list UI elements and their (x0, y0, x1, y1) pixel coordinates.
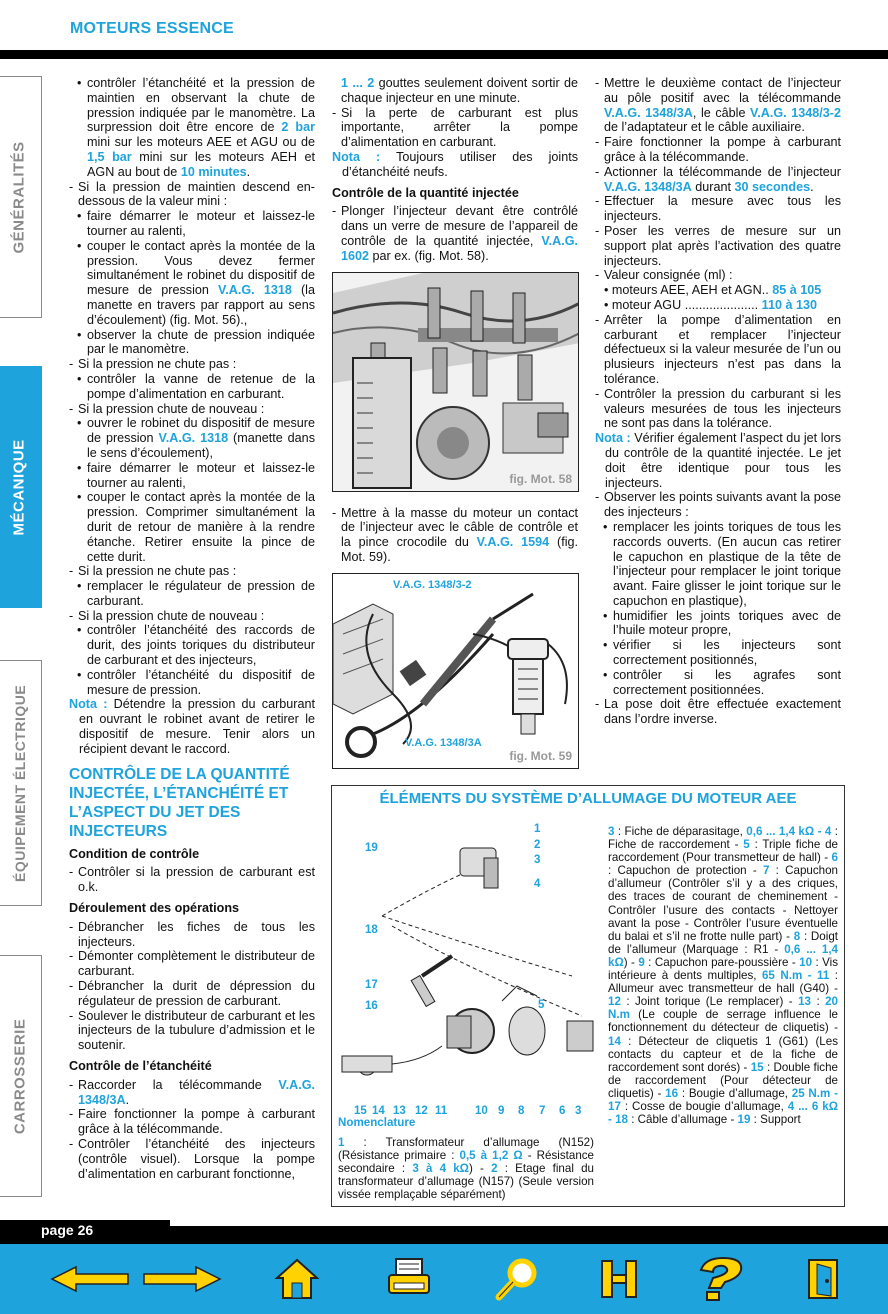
figure-label: fig. Mot. 58 (509, 471, 572, 486)
list-item: - Contrôler la pression du carburant si les valeurs mesurées de tous les injecteurs ne sont pas dans la tolérance. (595, 386, 841, 431)
list-item: • contrôler l’étanchéité du dispositif de mesure de pression. (77, 667, 315, 697)
callout-number: 4 (534, 878, 541, 890)
nomenclature-title: Nomenclature (338, 1116, 416, 1129)
callout-number: 16 (365, 1000, 378, 1012)
tool-label: V.A.G. 1348/3A (405, 736, 482, 749)
list-item: - Si la perte de carburant est plus importante, arrêter la pompe d’alimentation en carburant. (332, 105, 578, 150)
list-item: • vérifier si les injecteurs sont correctement positionnés, (603, 638, 841, 668)
callout-number: 8 (518, 1105, 525, 1117)
callout-number: 7 (539, 1105, 546, 1117)
search-icon (494, 1257, 540, 1301)
next-page-button[interactable] (142, 1254, 222, 1304)
list-item: • remplacer le régulateur de pression de carburant. (77, 579, 315, 608)
home-icon (274, 1257, 320, 1301)
subheading: Condition de contrôle (69, 846, 200, 861)
list-item: - Raccorder la télécommande V.A.G. 1348/3A. (69, 1077, 315, 1107)
callout-number: 3 (534, 854, 541, 866)
callout-number: 14 (372, 1105, 385, 1117)
ignition-system-box (331, 785, 845, 1207)
list-item: - Valeur consignée (ml) : (595, 268, 733, 283)
callout-number: 18 (365, 924, 378, 936)
injector-test-illustration (333, 273, 579, 492)
subheading: Contrôle de la quantité injectée (332, 185, 519, 200)
list-item: - Si la pression chute de nouveau : (69, 608, 265, 623)
spec-line: • moteur AGU ..................... 110 à 130 (604, 297, 818, 312)
list-item: - Débrancher les fiches de tous les injecteurs. (69, 919, 315, 949)
callout-number: 6 (559, 1105, 566, 1117)
list-item: • observer la chute de pression indiquée par le manomètre. (77, 327, 315, 357)
list-item: • contrôler si les agrafes sont correctement positionnées. (603, 667, 841, 697)
subheading: Contrôle de l’étanchéité (69, 1059, 212, 1074)
list-item: - Arrêter la pompe d’alimentation en carburant et remplacer l’injecteur défectueux si la valeur mesurée de l’un ou plusieurs injecteurs n’est pas dans la tolérance. (595, 312, 841, 386)
callout-number: 1 (534, 823, 541, 835)
list-item: - Observer les points suivants avant la pose des injecteurs : (595, 490, 841, 520)
list-item: - La pose doit être effectuée exactement dans l’ordre inverse. (595, 697, 841, 727)
callout-number: 19 (365, 842, 378, 854)
exit-icon (803, 1256, 843, 1302)
callout-number: 10 (475, 1105, 488, 1117)
box-title: ÉLÉMENTS DU SYSTÈME D’ALLUMAGE DU MOTEUR AEE (379, 790, 797, 807)
list-item: - Actionner la télécommande de l’injecteur V.A.G. 1348/3A durant 30 secondes. (595, 164, 841, 194)
note: Nota : Vérifier également l’aspect du jet lors du contrôle de la quantité injectée. Le jet doit être identique pour tous les injecteurs. (595, 431, 842, 490)
list-item: • contrôler la vanne de retenue de la pompe d’alimentation en carburant. (77, 371, 315, 401)
figure-mot-59 (332, 573, 579, 769)
arrow-left-icon (50, 1264, 130, 1294)
note: Nota : Toujours utiliser des joints d’étanchéité neufs. (332, 149, 578, 179)
list-item: • faire démarrer le moteur et laissez-le tourner au ralenti, (77, 460, 315, 490)
list-item: • humidifier les joints toriques avec de l’huile moteur propre, (603, 608, 841, 638)
list-item: - Contrôler si la pression de carburant est o.k. (69, 865, 315, 895)
list-item: - Si la pression ne chute pas : (69, 357, 237, 372)
print-button[interactable] (384, 1254, 434, 1304)
tab-label: ÉQUIPEMENT ÉLECTRIQUE (12, 684, 29, 882)
callout-number: 12 (415, 1105, 428, 1117)
callout-number: 9 (498, 1105, 505, 1117)
note: Nota : Détendre la pression du carburant en ouvrant le robinet avant de retirer le dispositif de mesure. Tenir alors un récipient devant le raccord. (69, 697, 315, 756)
list-item: - Si la pression chute de nouveau : (69, 401, 265, 416)
callout-number: 2 (534, 839, 541, 851)
list-item: - Contrôler l’étanchéité des injecteurs (contrôle visuel). Lorsque la pompe d’alimentation en carburant fonctionne, (69, 1137, 315, 1181)
nomenclature-text: 1 : Transformateur d’allumage (N152) (Résistance primaire : 0,5 à 1,2 Ω - Résistance secondaire : 3 à 4 kΩ) - 2 : Etage final du transformateur d’allumage (N157) (Seule version vissée remplaçable séparément) (338, 1136, 595, 1202)
list-item: - Soulever le distributeur de carburant et les injecteurs de la tubulure d’admission et le soutenir. (69, 1008, 315, 1053)
list-item: - Si la pression ne chute pas : (69, 564, 237, 579)
tab-label: MÉCANIQUE (11, 438, 29, 536)
tab-label: GÉNÉRALITÉS (11, 140, 29, 254)
column-2 (332, 76, 578, 769)
arrow-right-icon (142, 1264, 222, 1294)
callout-number: 3 (575, 1105, 582, 1117)
section-heading: CONTRÔLE DE LA QUANTITÉ INJECTÉE, L’ÉTANCHÉITÉ ET L’ASPECT DU JET DES INJECTEURS (69, 765, 290, 840)
section-title: MOTEURS ESSENCE (70, 20, 234, 37)
ignition-exploded-diagram (332, 786, 602, 1116)
help-button[interactable] (690, 1254, 750, 1304)
tool-label: V.A.G. 1348/3-2 (393, 578, 472, 591)
nomenclature (338, 1116, 594, 1202)
previous-page-button[interactable] (50, 1254, 130, 1304)
list-item: • ouvrer le robinet du dispositif de mesure de pression V.A.G. 1318 (manette dans le sens d’écoulement), (77, 416, 315, 460)
spec-line: • moteurs AEE, AEH et AGN.. 85 à 105 (604, 283, 822, 298)
list-item: • contrôler l’étanchéité et la pression de maintien en observant la chute de pression indiquée par le manomètre. La surpression doit être encore de 2 bar mini sur les moteurs AEE et AGU ou de 1,5 bar mini sur les moteurs AEH et AGN au bout de 10 minutes. (77, 76, 316, 179)
figure-mot-58 (332, 272, 579, 492)
tab-carrosserie[interactable] (0, 955, 42, 1197)
list-item: - Si la pression de maintien descend en-dessous de la valeur mini : (69, 179, 315, 209)
list-item: • couper le contact après la montée de la pression. Comprimer simultanément la durit de retour de manière à la rendre étanche. Retirer ensuite la pince de cette durit. (77, 490, 315, 564)
exit-button[interactable] (800, 1254, 846, 1304)
list-item: • faire démarrer le moteur et laissez-le tourner au ralenti, (77, 209, 315, 238)
list-item: - Effectuer la mesure avec tous les injecteurs. (595, 194, 841, 224)
list-item: 1 ... 2 gouttes seulement doivent sortir de chaque injecteur en une minute. (341, 76, 578, 105)
callout-number: 17 (365, 979, 378, 991)
list-item: - Poser les verres de mesure sur un support plat après l’activation des quatre injecteurs. (595, 223, 841, 268)
callout-number: 11 (435, 1105, 448, 1117)
printer-icon (386, 1257, 432, 1301)
tab-equipement-electrique[interactable] (0, 660, 42, 906)
column-3 (595, 76, 841, 727)
nomenclature-continued: 3 : Fiche de déparasitage, 0,6 ... 1,4 kΩ - 4 : Fiche de raccordement - 5 : Triple fiche de raccordement (Pour transmetteur de hall) - 6 : Capuchon de protection - 7 : Capuchon d’allumeur (Contrôler s’il y a des criques, des traces de courant de cheminement - Contrôler l’usure des contacts - Nettoyer avant la pose - Contrôler l’usure éventuelle du balai et s’il ne frotte nulle part) - 8 : Doigt de l’allumeur (Marquage : R1 - 0,6 ... 1,4 kΩ) - 9 : Capuchon pare-poussière - 10 : Vis intérieure à dents multiples, 65 N.m - 11 : Allumeur avec transmetteur de hall (G40) - 12 : Joint torique (Le remplacer) - 13 : 20 N.m (Le couple de serrage influence le fonctionnement du détecteur de cliquetis) - 14 : Détecteur de cliquetis 1 (G61) (Les contacts du capteur et de la fiche de raccordement sont dorés) - 15 : Double fiche de raccordement (Pour détecteur de cliquetis) - 16 : Bougie d’allumage, 25 N.m - 17 : Cosse de bougie d’allumage, 4 ... 6 kΩ - 18 : Câble d’allumage - 19 : Support (608, 825, 839, 1127)
list-item: • remplacer les joints toriques de tous les raccords ouverts. (En aucun cas retirer le capuchon en plastique de la tête de l’injecteur pour remplacer le joint torique avant. Faire glisser le joint torique sur le capuchon en plastique), (603, 519, 841, 608)
header-rule (0, 50, 888, 59)
page-header (0, 0, 888, 56)
tab-label: CARROSSERIE (11, 1018, 29, 1134)
column-1 (69, 76, 315, 1181)
list-item: - Faire fonctionner la pompe à carburant grâce à la télécommande. (595, 135, 841, 164)
list-item: - Démonter complètement le distributeur de carburant. (69, 949, 315, 979)
page-number: page 26 (0, 1220, 170, 1245)
list-item: - Mettre à la masse du moteur un contact de l’injecteur avec le câble de contrôle et la pince crocodile du V.A.G. 1594 (fig. Mot. 59). (332, 505, 579, 564)
search-button[interactable] (492, 1254, 542, 1304)
list-item: • contrôler l’étanchéité des raccords de durit, des joints toriques du distributeur de carburant et des injecteurs, (77, 623, 315, 668)
home-button[interactable] (272, 1254, 322, 1304)
navigation-bar (0, 1244, 888, 1314)
callout-number: 5 (538, 999, 545, 1011)
subheading: Déroulement des opérations (69, 901, 240, 916)
callout-number: 13 (393, 1105, 406, 1117)
list-item: • couper le contact après la montée de la pression. Vous devez fermer simultanément le robinet du dispositif de mesure de pression V.A.G. 1318 (la manette en travers par rapport au sens d’écoulement) (fig. Mot. 56)., (77, 238, 315, 327)
hydraulic-button[interactable] (594, 1254, 644, 1304)
list-item: - Mettre le deuxième contact de l’injecteur au pôle positif avec la télécommande V.A.G. 1348/3A, le câble V.A.G. 1348/3-2 de l’adaptateur et le câble auxiliaire. (595, 76, 841, 135)
help-icon (691, 1256, 749, 1302)
tab-mecanique[interactable] (0, 366, 42, 608)
figure-label: fig. Mot. 59 (509, 748, 572, 763)
callout-number: 15 (354, 1105, 367, 1117)
list-item: - Faire fonctionner la pompe à carburant grâce à la télécommande. (69, 1107, 315, 1137)
hydraulic-icon (596, 1257, 642, 1301)
tab-generalites[interactable] (0, 76, 42, 318)
list-item: - Plonger l’injecteur devant être contrôlé dans un verre de mesure de l’appareil de contrôle de la quantité injectée, V.A.G. 1602 par ex. (fig. Mot. 58). (332, 204, 578, 263)
list-item: - Débrancher la durit de dépression du régulateur de pression de carburant. (69, 979, 315, 1008)
